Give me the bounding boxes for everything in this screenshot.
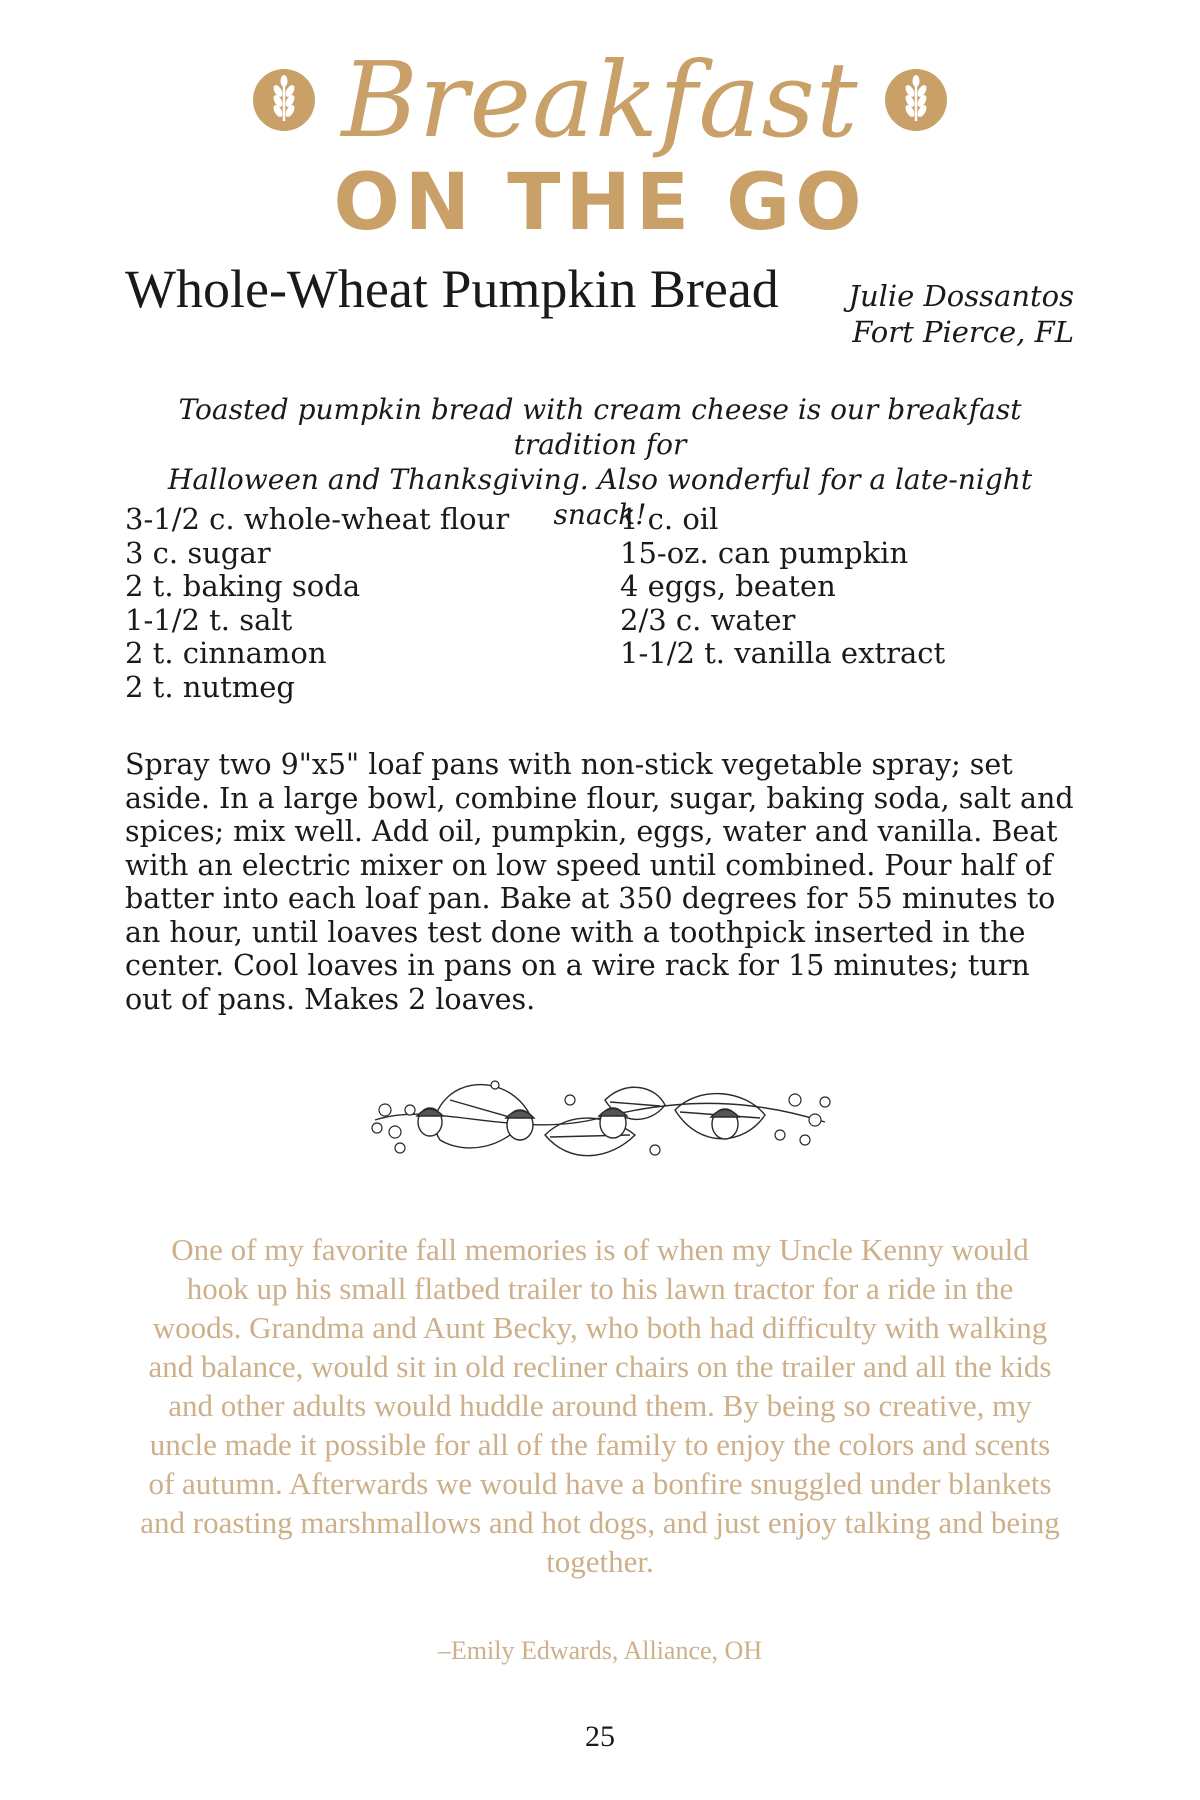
section-header: [0, 39, 1200, 248]
recipe-directions: Spray two 9"x5" loaf pans with non-stick vegetable spray; set aside. In a large bowl, combine flour, sugar, baking soda, salt and spices; mix well. Add oil, pumpkin, eggs, water and vanilla. Beat with an electric mixer on low speed until combined. Pour half of batter into each loaf pan. Bake at 350 degrees for 55 minutes to an hour, until loaves test done with a toothpick inserted in the center. Cool loaves in pans on a wire rack for 15 minutes; turn out of pans. Makes 2 loaves.: [125, 748, 1074, 1016]
contributor-name: Julie Dossantos: [848, 279, 1074, 313]
ingredients-left-column: [125, 503, 620, 704]
memory-credit: –Emily Edwards, Alliance, OH: [437, 1636, 763, 1665]
ingredients-right-column: [620, 503, 945, 704]
script-title-row: [0, 40, 1200, 160]
autumn-leaves-acorns-garland-icon: [355, 1040, 845, 1190]
ingredient-item: 1-1/2 t. salt: [125, 602, 293, 637]
intro-line: Toasted pumpkin bread with cream cheese is our breakfast tradition for: [178, 393, 1022, 461]
ingredient-item: 1-1/2 t. vanilla extract: [620, 636, 946, 670]
ingredient-item: 2 t. nutmeg: [125, 669, 295, 704]
memory-story: One of my favorite fall memories is of when my Uncle Kenny would hook up his small flatbed trailer to his lawn tractor for a ride in the woods. Grandma and Aunt Becky, who both had difficulty with walking and balance, would sit in old recliner chairs on the trailer and all the kids and other adults would huddle around them. By being so creative, my uncle made it possible for all of the family to enjoy the colors and scents of autumn. Afterwards we would have a bonfire snuggled under blankets and roasting marshmallows and hot dogs, and just enjoy talking and being together.: [140, 1232, 1060, 1579]
recipe-contributor: [848, 278, 1074, 350]
wheat-medallion-icon: [883, 67, 949, 133]
ingredient-item: 4 eggs, beaten: [620, 569, 836, 603]
section-subtitle: ON THE GO: [333, 158, 867, 248]
ingredients-list: [125, 503, 1075, 704]
ingredient-item: 15-oz. can pumpkin: [620, 535, 909, 570]
intro-line: Halloween and Thanksgiving. Also wonderful for a late-night snack!: [167, 463, 1033, 531]
wheat-medallion-icon: [251, 67, 317, 133]
recipe-title: Whole-Wheat Pumpkin Bread: [125, 259, 779, 319]
ingredient-item: 3-1/2 c. whole-wheat flour: [125, 502, 510, 536]
page-number: 25: [585, 1720, 615, 1753]
contributor-location: Fort Pierce, FL: [852, 315, 1074, 349]
script-title: Breakfast: [341, 39, 859, 161]
ingredient-item: 2 t. baking soda: [125, 569, 361, 603]
ingredient-item: 3 c. sugar: [125, 535, 271, 570]
ingredient-item: 1 c. oil: [620, 502, 719, 536]
ingredient-item: 2 t. cinnamon: [125, 636, 327, 670]
ingredient-item: 2/3 c. water: [620, 602, 796, 637]
